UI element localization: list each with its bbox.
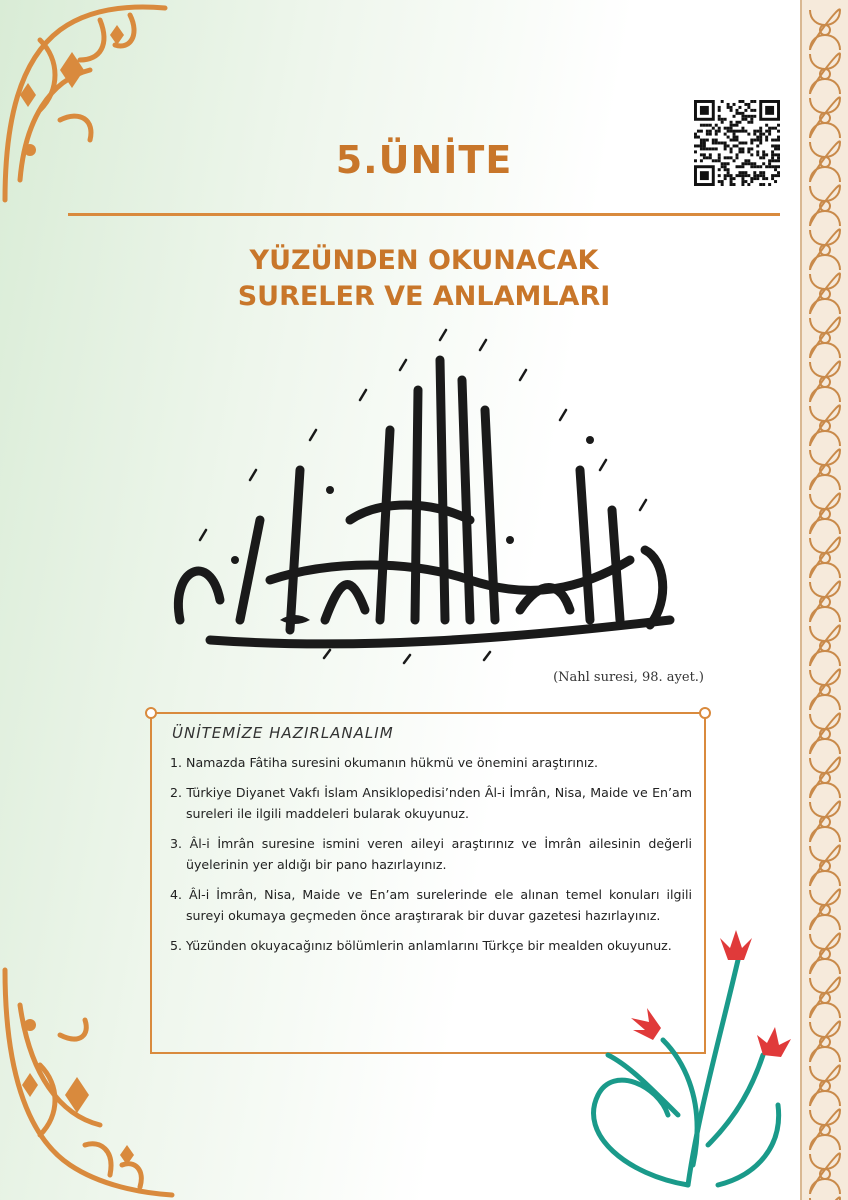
box-corner-dot — [145, 707, 157, 719]
corner-ornament-top — [0, 0, 170, 220]
list-item: 1. Namazda Fâtiha suresini okumanın hükmü ve önemini araştırınız. — [170, 755, 598, 770]
section-title-line-1: YÜZÜNDEN OKUNACAK — [249, 245, 599, 276]
corner-ornament-bottom — [0, 965, 175, 1200]
calligraphy-caption: (Nahl suresi, 98. ayet.) — [553, 670, 704, 685]
section-title — [0, 243, 848, 315]
list-item: 4. Âl-i İmrân, Nisa, Maide ve En’am surelerinde ele alınan temel konuları ilgili sureyi okumaya geçmeden önce araştırarak bir duvar gazetesi hazırlayınız. — [170, 887, 692, 923]
title-divider — [68, 213, 780, 216]
unit-title: 5.ÜNİTE — [335, 138, 513, 182]
calligraphy-image — [150, 320, 690, 665]
list-item: 3. Âl-i İmrân suresine ismini veren aileyi araştırınız ve İmrân ailesinin değerli üyelerinin yer aldığı bir pano hazırlayınız. — [170, 836, 692, 872]
list-item: 2. Türkiye Diyanet Vakfı İslam Ansiklopedisi’nden Âl-i İmrân, Nisa, Maide ve En’am sureleri ile ilgili maddeleri bularak okuyunuz. — [170, 785, 692, 821]
qr-code[interactable] — [694, 100, 780, 186]
tulip-illustration — [568, 915, 800, 1200]
preparation-title: ÜNİTEMİZE HAZIRLANALIM — [172, 724, 394, 742]
box-corner-dot — [699, 707, 711, 719]
list-item: 5. Yüzünden okuyacağınız bölümlerin anlamlarını Türkçe bir mealden okuyunuz. — [170, 938, 672, 953]
section-title-line-2: SURELER VE ANLAMLARI — [237, 281, 611, 312]
